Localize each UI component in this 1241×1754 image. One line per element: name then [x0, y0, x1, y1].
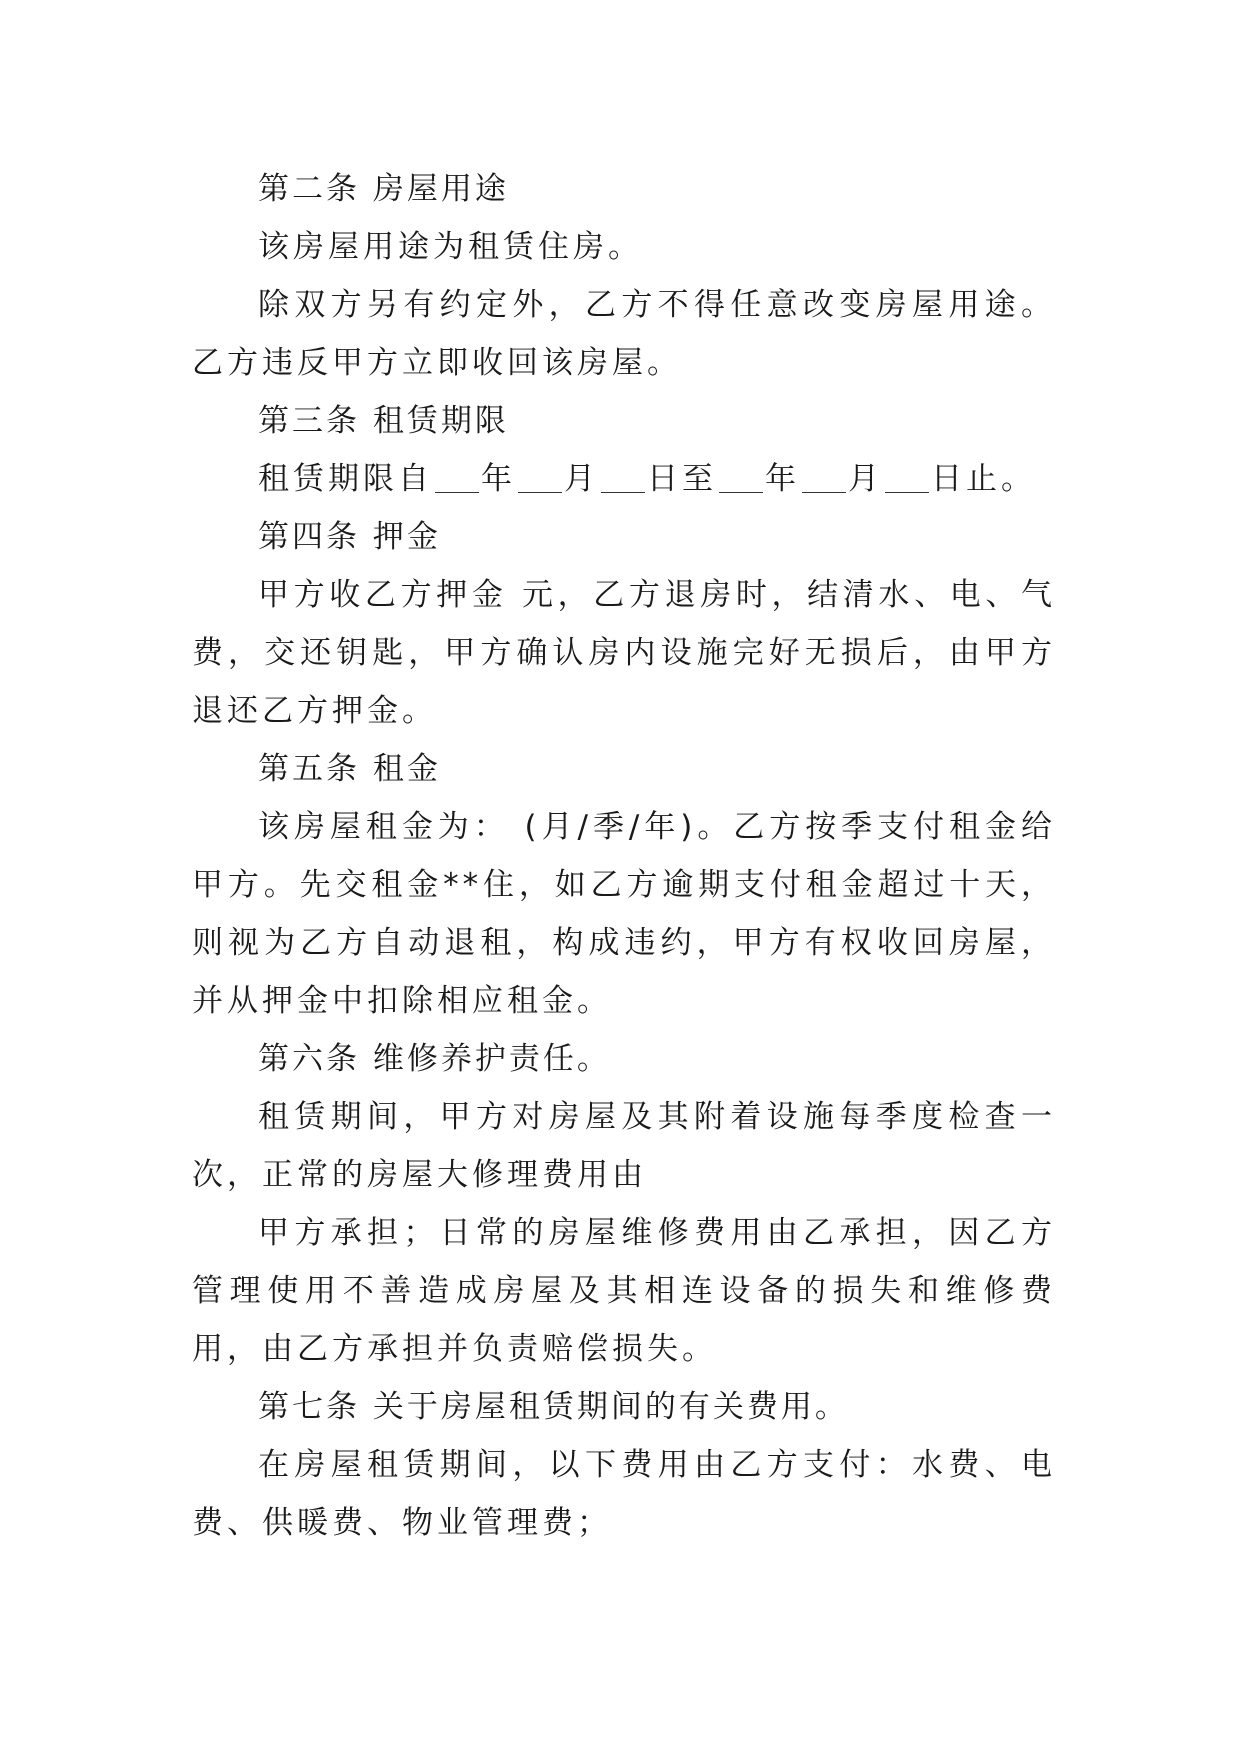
blank-field [601, 462, 645, 493]
blank-field [518, 462, 562, 493]
article-6-paragraph-1: 租赁期间，甲方对房屋及其附着设施每季度检查一次，正常的房屋大修理费用由 [192, 1099, 1056, 1193]
article-4-paragraph-1: 甲方收乙方押金 元，乙方退房时，结清水、电、气费，交还钥匙，甲方确认房内设施完好无损后，由甲方退还乙方押金。 [192, 577, 1056, 729]
lease-term-year-2: 年 [765, 461, 800, 497]
article-7-paragraph-1: 在房屋租赁期间，以下费用由乙方支付：水费、电费、供暖费、物业管理费； [192, 1447, 1056, 1541]
article-2-heading: 第二条 房屋用途 [258, 171, 509, 207]
lease-term-month-1: 月 [564, 461, 599, 497]
article-6-paragraph-2: 甲方承担；日常的房屋维修费用由乙承担，因乙方管理使用不善造成房屋及其相连设备的损失和维修费用，由乙方承担并负责赔偿损失。 [192, 1215, 1056, 1367]
lease-term-line [192, 450, 1056, 508]
lease-term-prefix: 租赁期限自 [258, 461, 433, 497]
lease-term-month-2: 月 [848, 461, 883, 497]
blank-field [885, 462, 929, 493]
lease-term-year-1: 年 [481, 461, 516, 497]
article-4-heading: 第四条 押金 [258, 519, 441, 555]
blank-field [435, 462, 479, 493]
article-7-heading: 第七条 关于房屋租赁期间的有关费用。 [258, 1389, 849, 1425]
lease-term-day-2: 日止。 [931, 461, 1036, 497]
article-2-paragraph-2: 除双方另有约定外，乙方不得任意改变房屋用途。乙方违反甲方立即收回该房屋。 [192, 287, 1056, 381]
article-2-paragraph-1: 该房屋用途为租赁住房。 [258, 229, 643, 265]
article-5-heading: 第五条 租金 [258, 751, 441, 787]
article-6-heading: 第六条 维修养护责任。 [258, 1041, 611, 1077]
article-3-heading: 第三条 租赁期限 [258, 403, 509, 439]
document-page [192, 160, 1056, 1552]
lease-term-day-1: 日至 [647, 461, 717, 497]
article-5-paragraph-1: 该房屋租金为： (月/季/年)。乙方按季支付租金给甲方。先交租金**住，如乙方逾期支付租金超过十天，则视为乙方自动退租，构成违约，甲方有权收回房屋，并从押金中扣除相应租金。 [192, 809, 1056, 1019]
blank-field [719, 462, 763, 493]
blank-field [802, 462, 846, 493]
